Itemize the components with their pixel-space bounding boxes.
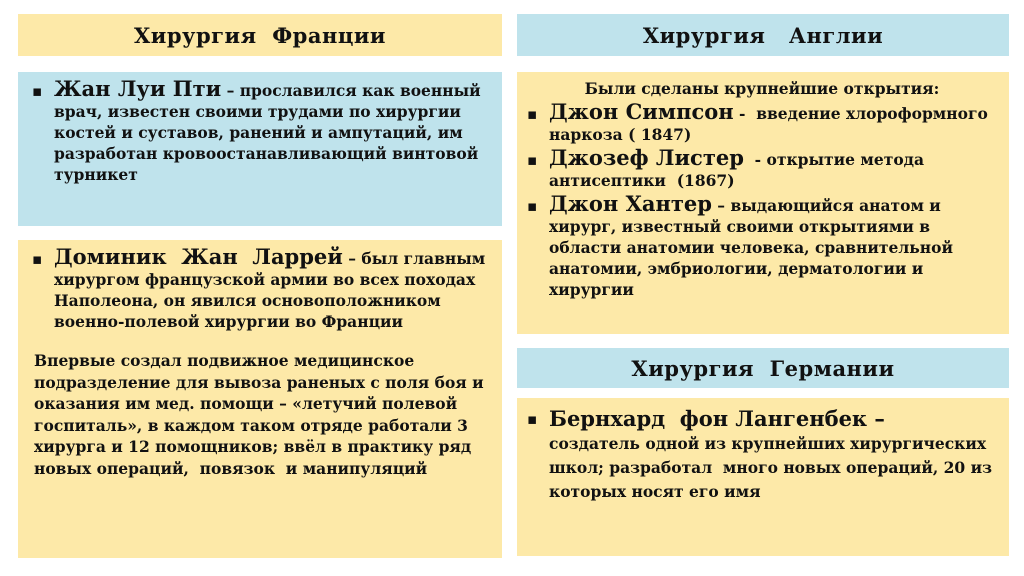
larrey-paragraph: Впервые создал подвижное медицинское подразделение для вывоза раненых с поля боя и оказания им мед. помощи – «летучий полевой госпиталь», в каждом таком отряде работали 3 хирурга и 12 помощников; ввёл в практику ряд новых операций, повязок и манипуляций	[34, 351, 490, 478]
pti-name: Жан Луи Пти	[54, 76, 222, 101]
lister-text-block	[549, 147, 997, 191]
larrey-block	[18, 240, 502, 558]
bullet-icon: ▪	[32, 250, 43, 268]
simpson-text-block	[549, 101, 997, 145]
england-item-simpson	[527, 101, 997, 145]
germany-block	[517, 398, 1009, 556]
bullet-icon: ▪	[527, 410, 538, 428]
england-item-lister	[527, 147, 997, 191]
langenbeck-name: Бернхард фон Лангенбек –	[549, 406, 885, 431]
lister-description: - открытие метода антисептики (1867)	[549, 150, 930, 190]
bullet-icon: ▪	[527, 105, 538, 123]
lister-name: Джозеф Листер	[549, 145, 744, 170]
langenbeck-text-block	[549, 406, 997, 504]
larrey-description: – был главным хирургом французской армии во всех походах Наполеона, он явился основоположником военно-полевой хирургии во Франции	[54, 249, 486, 331]
england-intro: Были сделаны крупнейшие открытия:	[584, 79, 940, 98]
pti-item	[32, 78, 490, 185]
simpson-description: - введение хлороформного наркоза ( 1847)	[549, 104, 994, 144]
england-block	[517, 72, 1009, 334]
hunter-description: – выдающийся анатом и хирург, известный своими открытиями в области анатомии человека, сравнительной анатомии, эмбриологии, дерматологии и хирургии	[549, 196, 953, 299]
bullet-icon: ▪	[527, 151, 538, 169]
france-header-text: Хирургия Франции	[133, 22, 386, 48]
hunter-text-block	[549, 193, 997, 300]
larrey-name: Доминик Жан Ларрей	[54, 244, 343, 269]
england-item-hunter	[527, 193, 997, 300]
simpson-name: Джон Симпсон	[549, 99, 734, 124]
france-header	[18, 14, 502, 56]
germany-header-text: Хирургия Германии	[631, 355, 895, 381]
pti-block	[18, 72, 502, 226]
hunter-name: Джон Хантер	[549, 191, 712, 216]
england-header-text: Хирургия Англии	[642, 22, 884, 48]
larrey-item	[32, 246, 490, 332]
germany-item-langenbeck	[527, 406, 997, 504]
larrey-text-block	[54, 246, 490, 332]
langenbeck-description: создатель одной из крупнейших хирургических школ; разработал много новых операций, 20 из которых носят его имя	[549, 434, 998, 501]
bullet-icon: ▪	[527, 197, 538, 215]
pti-description: – прославился как военный врач, известен своими трудами по хирургии костей и суставов, ранений и ампутаций, им разработан кровоостанавливающий винтовой турникет	[54, 81, 481, 184]
pti-text-block	[54, 78, 490, 185]
bullet-icon: ▪	[32, 82, 43, 100]
germany-header	[517, 348, 1009, 388]
england-header	[517, 14, 1009, 56]
